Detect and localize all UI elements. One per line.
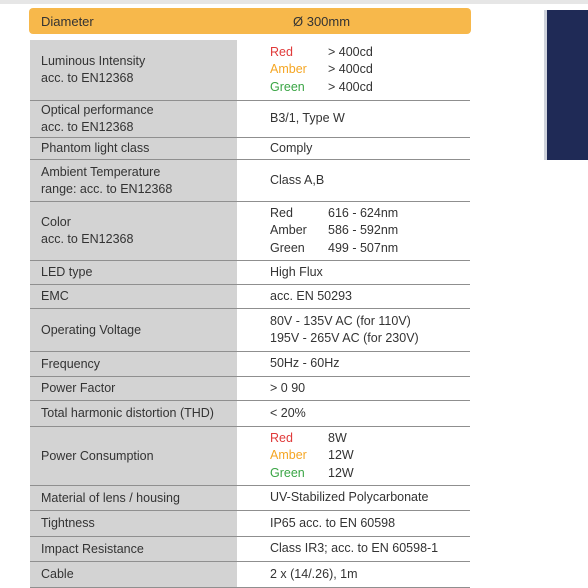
value-line — [270, 61, 470, 79]
label-line: Ambient Temperature — [41, 164, 161, 179]
value-line — [270, 447, 470, 465]
row-value — [239, 486, 470, 510]
color-value: 12W — [328, 448, 354, 463]
row-label: Tightness — [30, 511, 239, 536]
value-line — [270, 205, 470, 223]
row-value — [239, 511, 470, 536]
row-tightness — [30, 511, 470, 537]
row-value — [239, 352, 470, 376]
value-line — [270, 44, 470, 62]
row-material — [30, 486, 470, 511]
color-value: > 400cd — [328, 79, 373, 94]
row-label: LED type — [30, 261, 239, 284]
color-name: Amber — [270, 448, 307, 463]
label-line: acc. to EN12368 — [41, 71, 134, 85]
color-name: Green — [270, 465, 305, 480]
row-power-consumption — [30, 427, 470, 486]
row-value — [239, 202, 470, 260]
row-color — [30, 202, 470, 261]
row-label: EMC — [30, 285, 239, 308]
value-line — [270, 240, 470, 258]
row-cable — [30, 562, 470, 588]
color-value: 586 - 592nm — [328, 223, 399, 238]
row-power-factor — [30, 377, 470, 401]
color-value: 8W — [328, 430, 347, 445]
row-frequency — [30, 352, 470, 377]
value-line: 80V - 135V AC (for 110V) — [270, 313, 411, 328]
row-impact-resistance — [30, 537, 470, 562]
spec-table — [30, 40, 470, 588]
row-label — [30, 202, 239, 260]
row-label — [30, 101, 239, 137]
diameter-header — [29, 8, 471, 34]
value-text: < 20% — [270, 405, 306, 420]
row-label: Impact Resistance — [30, 537, 239, 561]
row-label: Operating Voltage — [30, 309, 239, 351]
color-value: 499 - 507nm — [328, 240, 399, 255]
value-text: High Flux — [270, 264, 323, 279]
row-operating-voltage — [30, 309, 470, 352]
row-value — [239, 537, 470, 561]
value-text: 50Hz - 60Hz — [270, 356, 340, 371]
value-text: Class IR3; acc. to EN 60598-1 — [270, 541, 439, 556]
row-label: Phantom light class — [30, 138, 239, 159]
row-thd — [30, 401, 470, 427]
row-value — [239, 160, 470, 201]
color-name: Red — [270, 430, 293, 445]
color-value: > 400cd — [328, 44, 373, 59]
diameter-value: Ø 300mm — [293, 13, 351, 29]
label-line: Luminous Intensity — [41, 54, 146, 68]
value-line — [270, 465, 470, 483]
row-value — [239, 427, 470, 485]
label-line: range: acc. to EN12368 — [41, 181, 173, 196]
row-label — [30, 160, 239, 201]
label-line: Optical performance — [41, 103, 154, 117]
value-text: B3/1, Type W — [270, 111, 345, 126]
row-value — [239, 377, 470, 400]
row-label: Power Consumption — [30, 427, 239, 485]
value-text: acc. EN 50293 — [270, 288, 352, 303]
row-phantom-light — [30, 138, 470, 160]
row-label: Material of lens / housing — [30, 486, 239, 510]
label-line: acc. to EN12368 — [41, 120, 134, 134]
row-value — [239, 101, 470, 137]
value-text: IP65 acc. to EN 60598 — [270, 515, 396, 530]
row-optical-performance — [30, 101, 470, 138]
label-line: Color — [41, 215, 71, 229]
row-value — [239, 562, 470, 587]
color-name: Red — [270, 205, 293, 220]
value-text: > 0 90 — [270, 380, 306, 395]
top-border — [0, 0, 588, 4]
value-text: Comply — [270, 140, 313, 155]
row-value — [239, 261, 470, 284]
row-value — [239, 138, 470, 159]
value-text: Class A,B — [270, 172, 325, 187]
color-name: Amber — [270, 223, 307, 238]
color-name: Amber — [270, 62, 307, 77]
label-line: acc. to EN12368 — [41, 232, 134, 246]
row-label: Power Factor — [30, 377, 239, 400]
value-text: 2 x (14/.26), 1m — [270, 566, 358, 581]
color-name: Green — [270, 240, 305, 255]
value-line — [270, 79, 470, 97]
value-line — [270, 222, 470, 240]
row-value — [239, 285, 470, 308]
value-line — [270, 430, 470, 448]
color-value: > 400cd — [328, 62, 373, 77]
row-value — [239, 309, 470, 351]
color-name: Green — [270, 79, 305, 94]
diameter-label: Diameter — [41, 13, 94, 29]
row-label: Cable — [30, 562, 239, 587]
row-value — [239, 40, 470, 100]
color-name: Red — [270, 44, 293, 59]
value-line: 195V - 265V AC (for 230V) — [270, 331, 419, 345]
row-label: Total harmonic distortion (THD) — [30, 401, 239, 426]
row-value — [239, 401, 470, 426]
row-label: Frequency — [30, 352, 239, 376]
color-value: 616 - 624nm — [328, 205, 399, 220]
side-stripe — [547, 10, 588, 160]
value-text: UV-Stabilized Polycarbonate — [270, 490, 429, 505]
row-label — [30, 40, 239, 100]
row-led-type — [30, 261, 470, 285]
row-ambient-temperature — [30, 160, 470, 202]
row-emc — [30, 285, 470, 309]
row-luminous-intensity — [30, 40, 470, 101]
color-value: 12W — [328, 465, 354, 480]
